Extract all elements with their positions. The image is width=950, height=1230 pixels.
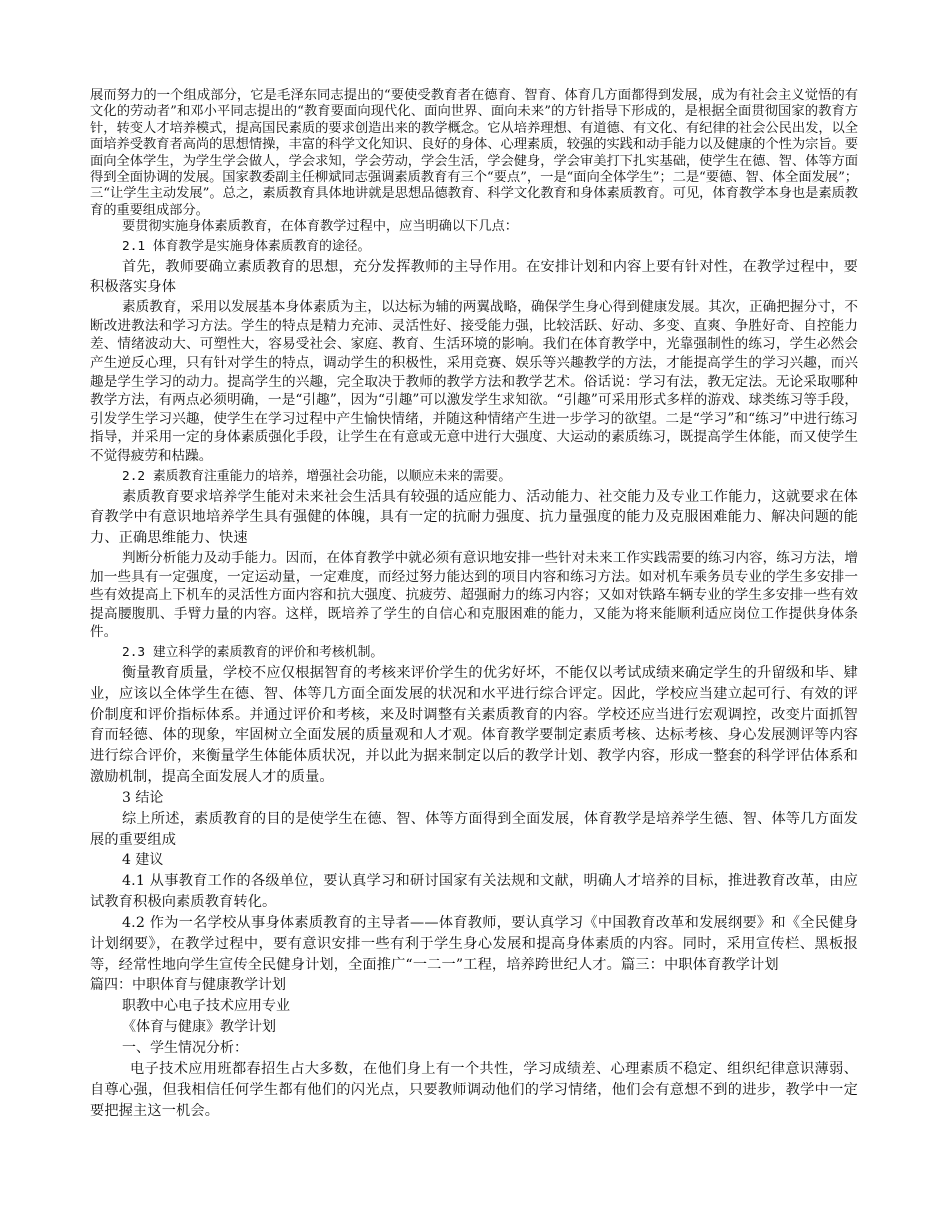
paragraph-2-1-body: 素质教育，采用以发展基本身体素质为主，以达标为辅的两翼战略，确保学生身心得到健康发展。其次，正确把握分寸，不断改进教法和学习方法。学生的特点是精力充沛、灵活性好、接受能力强，比较活跃、好动、多变、直爽、争胜好奇、自控能力差、情绪波动大、可塑性大，容易受社会、家庭、教育、生活环境的影响。我们在体育教学中，光靠强制性的练习，学生必然会产生逆反心理，只有针对学生的特点，调动学生的积极性，采用竞赛、娱乐等兴趣教学的方法，才能提高学生的学习兴趣，而兴趣是学生学习的动力。提高学生的兴趣，完全取决于教师的教学方法和教学艺术。俗话说：学习有法，教无定法。无论采取哪种教学方法，有两点必须明确，一是“引趣”，因为“引趣”可以激发学生求知欲。“引趣”可采用形式多样的游戏、球类练习等手段，引发学生学习兴趣，使学生在学习过程中产生愉快情绪，并随这种情绪产生进一步学习的欲望。二是“学习”和“练习”中进行练习指导，并采用一定的身体素质强化手段，让学生在有意或无意中进行大强度、大运动的素质练习，既提高学生体能，而又使学生不觉得疲劳和枯躁。: [90, 299, 858, 464]
paragraph-2-3-body: 衡量教育质量，学校不应仅根据智育的考核来评价学生的优劣好坏，不能仅以考试成绩来确定学生的升留级和毕、肄业，应该以全体学生在德、智、体等几方面全面发展的状况和水平进行综合评定。因此，学校应当建立起可行、有效的评价制度和评价指标体系。并通过评价和考核，来及时调整有关素质教育的内容。学校还应当进行宏观调控，改变片面抓智育而轻德、体的现象，牢固树立全面发展的质量观和人才观。体育教学要制定素质考核、达标考核、身心发展测评等内容进行综合评价，来衡量学生体能体质状况，并以此为据来制定以后的教学计划、教学内容，形成一整套的科学评估体系和激励机制，提高全面发展人才的质量。: [90, 664, 858, 785]
heading-suggestion: 4 建议: [122, 852, 164, 869]
heading-2-2: 2.2 素质教育注重能力的培养，增强社会功能，以顺应未来的需要。: [122, 468, 512, 484]
department-line: 职教中心电子技术应用专业: [122, 998, 290, 1015]
paragraph-intro: 展而努力的一个组成部分，它是毛泽东同志提出的“要使受教育者在德育、智育、体育几方面都得到发展，成为有社会主义觉悟的有文化的劳动者”和邓小平同志提出的“教育要面向现代化、面向世界、面向未来”的方针指导下形成的，是根据全面贯彻国家的教育方针，转变人才培养模式，提高国民素质的要求创造出来的教学概念。它从培养理想、有道德、有文化、有纪律的社会公民出发，以全面培养受教育者高尚的思想情操，丰富的科学文化知识、良好的身体、心理素质，较强的实践和动手能力以及健康的个性为宗旨。要面向全体学生，为学生学会做人，学会求知，学会劳动，学会生活，学会健身，学会审美打下扎实基础，使学生在德、智、体等方面得到全面协调的发展。国家教委副主任柳斌同志强调素质教育有三个“要点”，一是“面向全体学生”；二是“要德、智、体全面发展”；三“让学生主动发展”。总之，素质教育具体地讲就是思想品德教育、科学文化教育和身体素质教育。可见，体育教学本身也是素质教育的重要组成部分。: [90, 88, 858, 218]
paragraph-student-analysis: 电子技术应用班都春招生占大多数，在他们身上有一个共性，学习成绩差、心理素质不稳定、组织纪律意识薄弱、自尊心强，但我相信任何学生都有他们的闪光点，只要教师调动他们的学习情绪，他们会有意想不到的进步，教学中一定要把握主这一机会。: [90, 1061, 858, 1119]
heading-student-analysis: 一、学生情况分析：: [122, 1040, 248, 1057]
heading-2-1: 2.1 体育教学是实施身体素质教育的途径。: [122, 238, 371, 254]
paragraph-suggestion-4-2: 4.2 作为一名学校从事身体素质教育的主导者——体育教师，要认真学习《中国教育改革和发展纲要》和《全民健身计划纲要》，在教学过程中，要有意识安排一些有利于学生身心发展和提高身体素质的内容。同时，采用宣传栏、黑板报等，经常性地向学生宣传全民健身计划，全面推广“一二一”工程，培养跨世纪人才。篇三：中职体育教学计划: [90, 914, 858, 973]
plan-title: 《体育与健康》教学计划: [122, 1019, 276, 1036]
paragraph-implement: 要贯彻实施身体素质教育，在体育教学过程中，应当明确以下几点：: [122, 219, 518, 235]
heading-conclusion: 3 结论: [122, 789, 164, 806]
paragraph-suggestion-4-1: 4.1 从事教育工作的各级单位，要认真学习和研讨国家有关法规和文献，明确人才培养的目标，推进教育改革，由应试教育积极向素质教育转化。: [90, 873, 858, 911]
paragraph-2-2-first: 素质教育要求培养学生能对未来社会生活具有较强的适应能力、活动能力、社交能力及专业工作能力，这就要求在体育教学中有意识地培养学生具有强健的体魄，具有一定的抗耐力强度、抗力量强度的能力及克服困难能力、解决问题的能力、正确思维能力、快速: [90, 488, 858, 547]
heading-2-3: 2.3 建立科学的素质教育的评价和考核机制。: [122, 644, 384, 660]
paragraph-conclusion: 综上所述，素质教育的目的是使学生在德、智、体等方面得到全面发展，体育教学是培养学生德、智、体等几方面发展的重要组成: [90, 810, 858, 848]
section-title-4: 篇四：中职体育与健康教学计划: [90, 977, 286, 994]
paragraph-2-2-body: 判断分析能力及动手能力。因而，在体育教学中就必须有意识地安排一些针对未来工作实践需要的练习内容，练习方法，增加一些具有一定强度，一定运动量，一定难度，而经过努力能达到的项目内容和练习方法。如对机车乘务员专业的学生多安排一些有效提高上下机车的灵活性方面内容和抗大强度、抗疲劳、超强耐力的练习内容；又如对铁路车辆专业的学生多安排一些有效提高腰腹肌、手臂力量的内容。这样，既培养了学生的自信心和克服困难的能力，又能为将来能顺利适应岗位工作提供身体条件。: [90, 549, 858, 641]
paragraph-2-1-first: 首先，教师要确立素质教育的思想，充分发挥教师的主导作用。在安排计划和内容上要有针对性，在教学过程中，要积极落实身体: [90, 258, 858, 296]
